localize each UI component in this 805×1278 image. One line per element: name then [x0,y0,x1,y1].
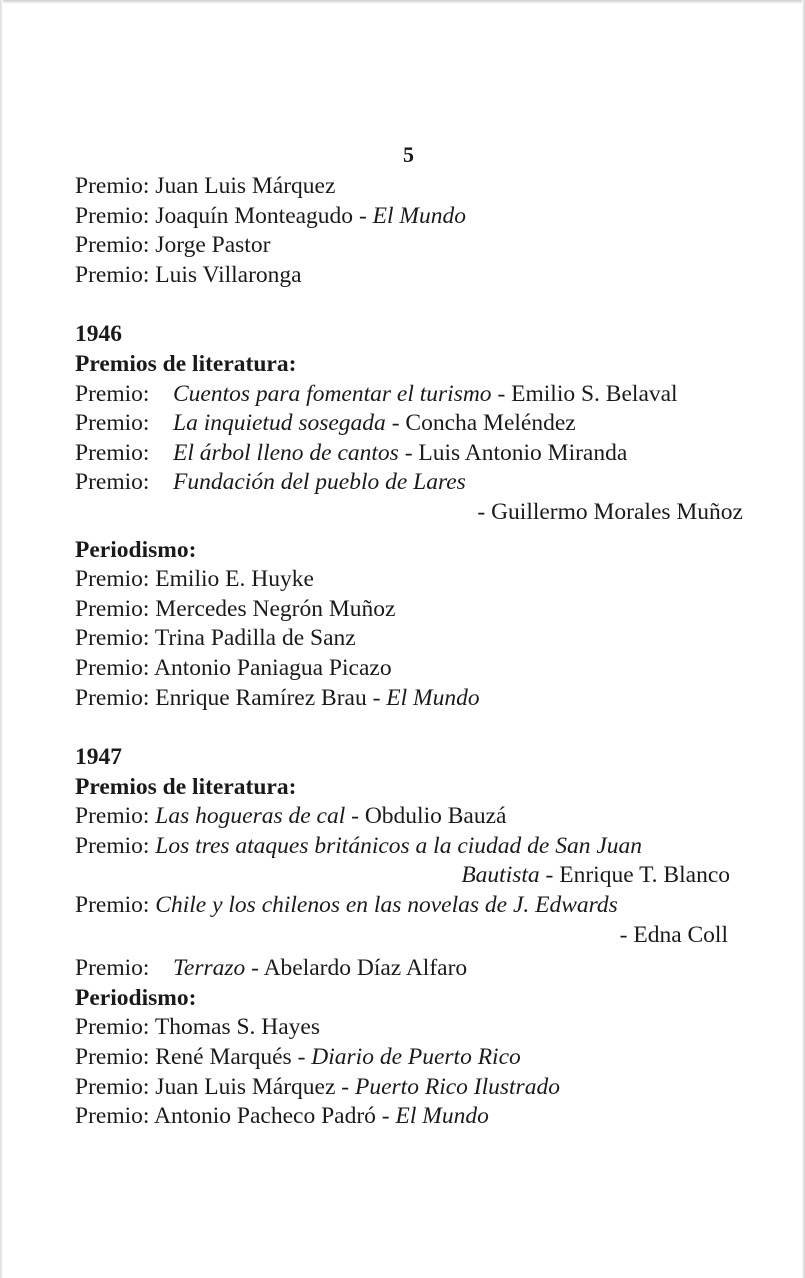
premio-label: Premio: [75,202,150,229]
recipient-name: René Marqués [155,1044,292,1071]
premio-label: Premio: [75,625,150,652]
work-title: Los tres ataques británicos a la ciudad de San Juan [155,832,643,859]
publication-name: Puerto Rico Ilustrado [355,1073,560,1100]
recipient-name: Emilio E. Huyke [155,566,314,593]
work-title: Fundación del pueblo de Lares [173,469,466,496]
list-item [75,468,755,498]
work-title: Cuentos para fomentar el turismo [173,380,492,407]
list-item [75,654,755,684]
page-edge-top [0,0,805,4]
publication-name: El Mundo [395,1103,489,1130]
work-title: El árbol lleno de cantos [173,439,399,466]
literature-heading: Premios de literatura: [75,773,297,800]
author-name: Abelardo Díaz Alfaro [263,955,468,982]
list-item [75,172,755,202]
award-list [75,172,755,1132]
premio-label: Premio: [75,469,150,496]
list-item [75,891,755,921]
premio-label: Premio: [75,1103,150,1130]
list-item-continuation: - Edna Coll [619,921,728,948]
premio-label: Premio: [75,684,150,711]
recipient-name: Jorge Pastor [155,232,271,259]
premio-label: Premio: [75,261,150,288]
premio-label: Premio: [75,173,150,199]
author-name: Concha Meléndez [405,410,576,437]
work-title: Las hogueras de cal [155,803,346,830]
page-edge-left [0,0,3,1278]
recipient-name: Juan Luis Márquez [155,1073,336,1100]
list-item [75,261,755,291]
list-item: Premio: Enrique Ramírez Brau - El Mundo [75,684,480,711]
work-title: Terrazo [173,955,246,982]
list-item: Premio: Joaquín Monteagudo - El Mundo [75,202,466,229]
premio-label: Premio: [75,439,150,466]
premio-label: Premio: [75,232,150,259]
premio-label: Premio: [75,892,150,919]
recipient-name: Enrique Ramírez Brau [155,684,367,711]
premio-label: Premio: [75,1073,150,1100]
list-item: Premio: Cuentos para fomentar el turismo - Emilio S. Belaval [75,380,755,410]
recipient-name: Thomas S. Hayes [154,1014,321,1041]
recipient-name: Antonio Paniagua Picazo [154,654,392,681]
premio-label: Premio: [75,955,150,982]
list-item: Premio: René Marqués - Diario de Puerto Rico [75,1044,521,1071]
list-item: Premio: La inquietud sosegada - Concha Meléndez [75,409,755,439]
list-item [75,1013,755,1043]
work-title: Chile y los chilenos en las novelas de J. Edwards [155,892,618,919]
premio-label: Premio: [75,803,150,830]
recipient-name: Antonio Pacheco Padró [154,1103,376,1130]
list-item: Premio: Terrazo - Abelardo Díaz Alfaro [75,954,755,984]
recipient-name: Trina Padilla de Sanz [154,625,356,652]
premio-label: Premio: [75,380,150,407]
journalism-heading: Periodismo: [75,984,197,1011]
list-item: Premio: Las hogueras de cal - Obdulio Bauzá [75,803,507,830]
publication-name: El Mundo [372,202,466,229]
author-name: Luis Antonio Miranda [418,439,628,466]
publication-name: El Mundo [386,684,480,711]
premio-label: Premio: [75,832,150,859]
list-item-continuation: Bautista - Enrique T. Blanco [461,862,730,889]
premio-label: Premio: [75,595,150,622]
author-name: Edna Coll [633,921,728,948]
recipient-name: Joaquín Monteagudo [155,202,354,229]
list-item [75,832,755,862]
list-item: Premio: El árbol lleno de cantos - Luis Antonio Miranda [75,439,755,469]
list-item [75,565,755,595]
list-item-continuation: - Guillermo Morales Muñoz [477,498,743,525]
author-name: Emilio S. Belaval [511,380,678,407]
premio-label: Premio: [75,566,150,593]
list-item: Premio: Juan Luis Márquez - Puerto Rico Ilustrado [75,1073,560,1100]
page-number: 5 [403,142,414,167]
recipient-name: Luis Villaronga [155,261,302,288]
premio-label: Premio: [75,1014,150,1041]
work-title: La inquietud sosegada [173,410,386,437]
author-name: Guillermo Morales Muñoz [491,498,743,525]
year-heading-1946: 1946 [75,321,122,348]
author-name: Enrique T. Blanco [559,862,730,889]
work-title-continuation: Bautista [461,862,540,889]
list-item [75,231,755,261]
premio-label: Premio: [75,654,150,681]
literature-heading: Premios de literatura: [75,350,297,377]
premio-label: Premio: [75,410,150,437]
recipient-name: Juan Luis Márquez [155,173,336,199]
list-item [75,595,755,625]
list-item: Premio: Antonio Pacheco Padró - El Mundo [75,1103,489,1130]
journalism-heading: Periodismo: [75,536,197,563]
author-name: Obdulio Bauzá [364,803,507,830]
year-heading-1947: 1947 [75,744,122,771]
list-item [75,624,755,654]
recipient-name: Mercedes Negrón Muñoz [155,595,396,622]
premio-label: Premio: [75,1044,150,1071]
publication-name: Diario de Puerto Rico [311,1044,521,1071]
